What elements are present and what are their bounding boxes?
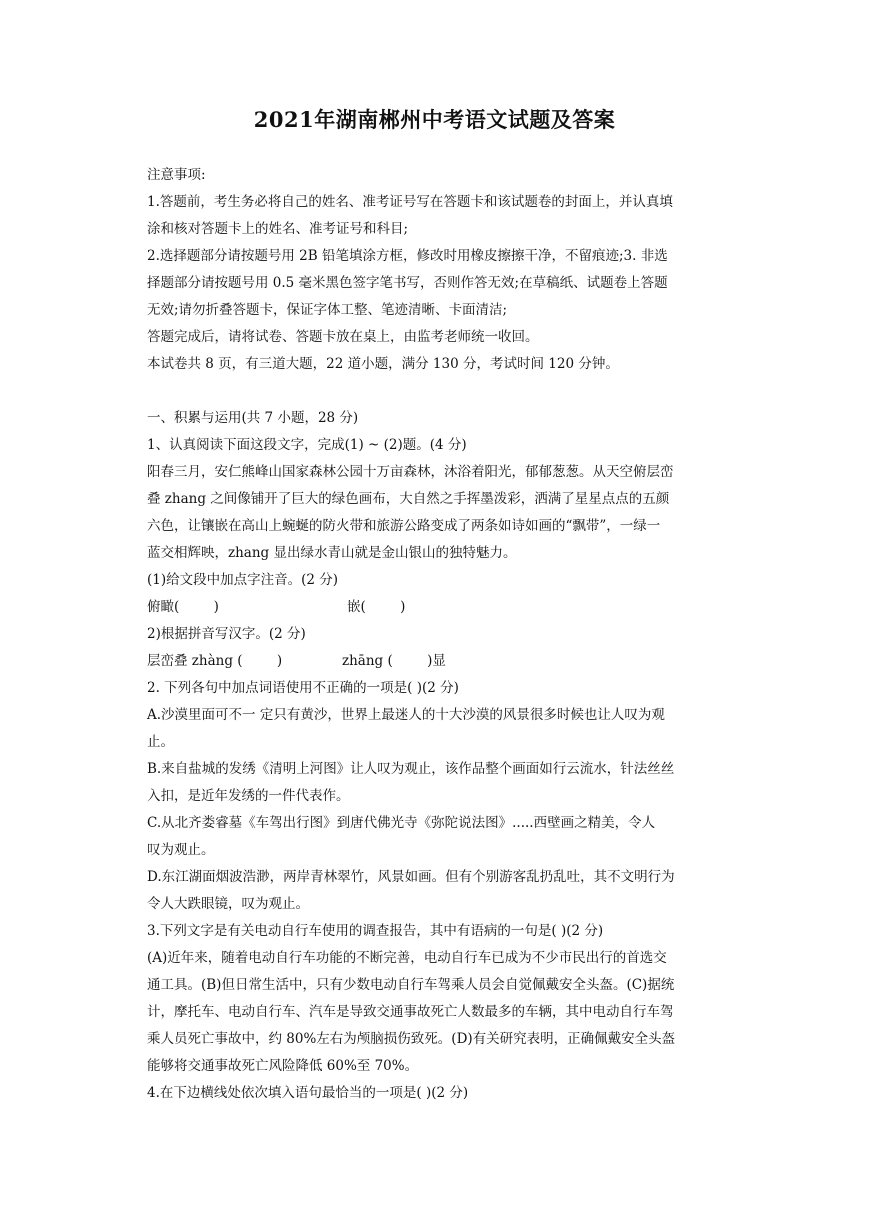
answer-blank-qian: 嵌( ) <box>347 599 406 615</box>
question-1-sub2-answers <box>147 648 745 675</box>
question-1-passage-line: 蓝交相辉映，zhang 显出绿水青山就是金山银山的独特魅力。 <box>147 545 517 561</box>
question-1-sub2-prompt: 2)根据拼音写汉字。(2 分) <box>147 626 306 642</box>
question-2-option-b-cont: 入扣，是近年发绣的一件代表作。 <box>147 788 350 804</box>
question-2-option-c-cont: 叹为观止。 <box>147 842 215 858</box>
question-1-passage-line: 六色，让镶嵌在高山上蜿蜒的防火带和旅游公路变成了两条如诗如画的“飘带”，一绿一 <box>147 518 661 534</box>
question-1-sub1-prompt: (1)给文段中加点字注音。(2 分) <box>147 572 339 588</box>
question-2-option-d-cont: 令人大跌眼镜，叹为观止。 <box>147 896 309 912</box>
question-1-prompt: 1、认真阅读下面这段文字，完成(1) ~ (2)题。(4 分) <box>147 437 467 453</box>
question-2-option-a: A.沙漠里面可不一 定只有黄沙，世界上最迷人的十大沙漠的风景很多时候也让人叹为观 <box>147 707 665 723</box>
question-2-option-b: B.来自盐城的发绣《清明上河图》让人叹为观止，该作品整个画面如行云流水，针法丝丝 <box>147 761 675 777</box>
question-3-passage-line: 通工具。(B)但日常生活中，只有少数电动自行车驾乘人员会自觉佩戴安全头盔。(C)据统 <box>147 977 675 993</box>
question-3-prompt: 3.下列文字是有关电动自行车使用的调查报告，其中有语病的一句是( )(2 分) <box>147 923 604 939</box>
answer-blank-zhang1: zhāng ( )显 <box>342 653 446 669</box>
question-1-sub1-answers <box>147 594 745 621</box>
document-body <box>147 162 745 1107</box>
spacer <box>147 378 745 405</box>
notice-line: 2.选择题部分请按题号用 2B 铅笔填涂方框，修改时用橡皮擦擦干净，不留痕迹;3. 非选 <box>147 248 668 264</box>
question-3-passage-line: 能够将交通事故死亡风险降低 60%至 70%。 <box>147 1058 419 1074</box>
question-3-passage-line: (A)近年来，随着电动自行车功能的不断完善，电动自行车已成为不少市民出行的首选交 <box>147 950 667 966</box>
question-1-passage-line: 叠 zhang 之间像铺开了巨大的绿色画布，大自然之手挥墨泼彩，洒满了星星点点的五颜 <box>147 491 670 507</box>
notice-line: 无效;请勿折叠答题卡，保证字体工整、笔迹清晰、卡面清洁; <box>147 302 508 318</box>
question-2-option-d: D.东江湖面烟波浩渺，两岸青林翠竹，风景如画。但有个别游客乱扔乱吐，其不文明行为 <box>147 869 675 885</box>
section-heading: 一、积累与运用(共 7 小题，28 分) <box>147 410 359 426</box>
document-title: 2021年湖南郴州中考语文试题及答案 <box>253 107 616 132</box>
question-2-prompt: 2. 下列各句中加点词语使用不正确的一项是( )(2 分) <box>147 680 459 696</box>
notice-line: 1.答题前，考生务必将自己的姓名、准考证号写在答题卡和该试题卷的封面上，并认真填 <box>147 194 673 210</box>
question-4-prompt: 4.在下边横线处依次填入语句最恰当的一项是( )(2 分) <box>147 1085 469 1101</box>
question-2-option-c: C.从北齐娄睿墓《车驾出行图》到唐代佛光寺《弥陀说法图》.....西壁画之精美，令人 <box>147 815 656 831</box>
question-2-option-a-cont: 止。 <box>147 734 174 750</box>
answer-blank-fukan: 俯瞰( ) <box>147 599 219 615</box>
notice-heading: 注意事项: <box>147 167 206 183</box>
notice-line: 答题完成后，请将试卷、答题卡放在桌上，由监考老师统一收回。 <box>147 329 539 345</box>
notice-line: 本试卷共 8 页，有三道大题，22 道小题，满分 130 分，考试时间 120 分钟。 <box>147 356 619 372</box>
answer-blank-zhang4: 层峦叠 zhàng ( ) <box>147 653 283 669</box>
notice-line: 择题部分请按题号用 0.5 毫米黑色签字笔书写，否则作答无效;在草稿纸、试题卷上答题 <box>147 275 668 291</box>
notice-line: 涂和核对答题卡上的姓名、准考证号和科目; <box>147 221 409 237</box>
question-3-passage-line: 计，摩托车、电动自行车、汽车是导致交通事故死亡人数最多的车辆，其中电动自行车驾 <box>147 1004 674 1020</box>
question-1-passage-line: 阳春三月，安仁熊峰山国家森林公园十万亩森林，沐浴着阳光，郁郁葱葱。从天空俯层峦 <box>147 464 674 480</box>
question-3-passage-line: 乘人员死亡事故中，约 80%左右为颅脑损伤致死。(D)有关研究表明，正确佩戴安全头盔 <box>147 1031 676 1047</box>
